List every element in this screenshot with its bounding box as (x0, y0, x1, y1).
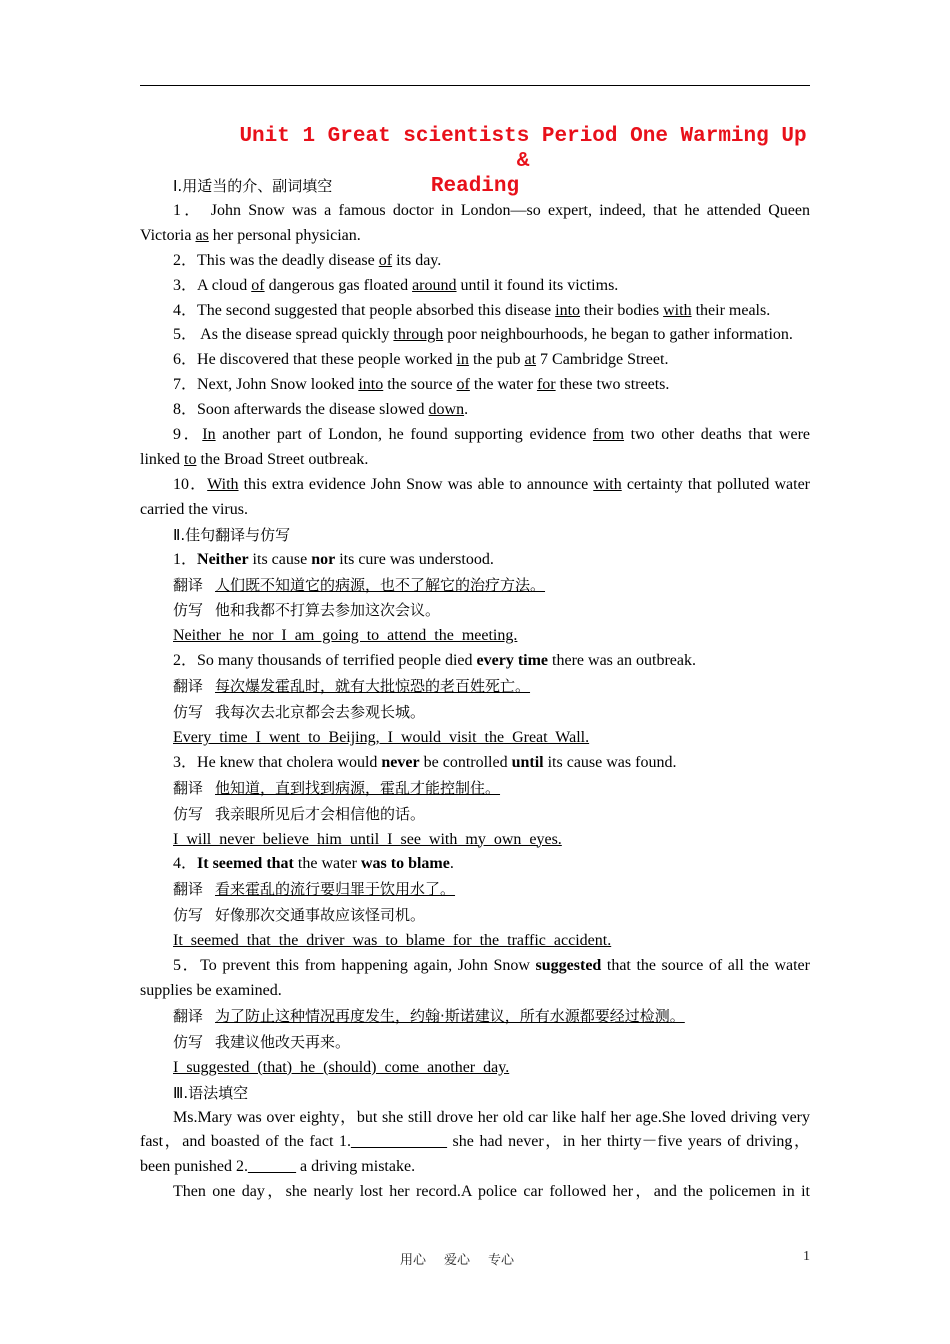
translation-2: 翻译 每次爆发霍乱时，就有大批惊恐的老百姓死亡。 (173, 677, 531, 696)
imitation-3: 仿写 我亲眼所见后才会相信他的话。 (173, 804, 426, 823)
sentence-5: 5．To prevent this from happening again, John Snow suggested that the source of all the water supplies be examined. (140, 957, 810, 999)
footer-motto: 用心 爱心 专心 (400, 1253, 515, 1268)
exercise-item-4: 4．The second suggested that people absorbed this disease into their bodies with their meals. (173, 301, 771, 319)
exercise-item-3: 3．A cloud of dangerous gas floated around until it found its victims. (173, 276, 619, 294)
sentence-3: 3．He knew that cholera would never be controlled until its cause was found. (173, 753, 677, 771)
exercise-item-7: 7．Next, John Snow looked into the source of the water for these two streets. (173, 376, 670, 394)
translation-3: 翻译 他知道，直到找到病源，霍乱才能控制住。 (173, 778, 501, 797)
answer-3: I will never believe him until I see with my own eyes. (173, 830, 562, 848)
section-heading-3: Ⅲ.语法填空 (173, 1083, 249, 1102)
title-line-2: Reading (430, 175, 520, 198)
answer-4: It seemed that the driver was to blame for the traffic accident. (173, 932, 612, 950)
exercise-item-5: 5． As the disease spread quickly through poor neighbourhoods, he began to gather information. (173, 326, 793, 344)
cloze-blank-2: ______ (247, 1158, 296, 1176)
exercise-item-8: 8．Soon afterwards the disease slowed down. (173, 401, 469, 419)
page-number: 1 (803, 1249, 810, 1264)
section-heading-1: Ⅰ.用适当的介、副词填空 (173, 177, 333, 195)
section-heading-2: Ⅱ.佳句翻译与仿写 (173, 525, 291, 544)
exercise-item-1: 1． John Snow was a famous doctor in London—so expert, indeed, that he attended Queen Victoria as her personal physician. (140, 201, 810, 244)
cloze-blank-1: ____________ (350, 1133, 447, 1151)
imitation-5: 仿写 我建议他改天再来。 (173, 1032, 351, 1051)
answer-2: Every time I went to Beijing, I would visit the Great Wall. (173, 728, 590, 746)
header-rule (140, 85, 810, 86)
translation-5: 翻译 为了防止这种情况再度发生，约翰·斯诺建议，所有水源都要经过检测。 (173, 1006, 685, 1025)
imitation-1: 仿写 他和我都不打算去参加这次会议。 (173, 601, 441, 620)
cloze-paragraph-1: Ms.Mary was over eighty，but she still drove her old car like half her age.She loved driving very fast，and boasted of the fact 1.____________ she had never，in her thirty－five years of driving，been punished 2.______ a driving mistake. (140, 1108, 810, 1176)
imitation-2: 仿写 我每次去北京都会去参观长城。 (173, 703, 426, 722)
document-body (140, 174, 810, 1205)
sentence-2: 2．So many thousands of terrified people died every time there was an outbreak. (173, 652, 696, 670)
exercise-item-2: 2．This was the deadly disease of its day. (173, 251, 442, 269)
answer-5: I suggested (that) he (should) come another day. (173, 1058, 510, 1076)
cloze-paragraph-2: Then one day，she nearly lost her record.A police car followed her，and the policemen in it (173, 1183, 810, 1201)
translation-4: 翻译 看来霍乱的流行要归罪于饮用水了。 (173, 880, 456, 899)
exercise-item-6: 6．He discovered that these people worked in the pub at 7 Cambridge Street. (173, 351, 669, 369)
exercise-item-10: 10．With this extra evidence John Snow was able to announce with certainty that polluted water carried the virus. (140, 475, 810, 518)
sentence-4: 4．It seemed that the water was to blame. (173, 855, 454, 873)
imitation-4: 仿写 好像那次交通事故应该怪司机。 (173, 906, 426, 925)
title-line-1: Unit 1 Great scientists Period One Warming Up & (239, 125, 807, 173)
answer-1: Neither he nor I am going to attend the meeting. (173, 627, 518, 645)
sentence-1: 1．Neither its cause nor its cure was understood. (173, 550, 494, 568)
translation-1: 翻译 人们既不知道它的病源，也不了解它的治疗方法。 (173, 575, 546, 594)
exercise-item-9: 9．In another part of London, he found supporting evidence from two other deaths that were linked to the Broad Street outbreak. (140, 426, 810, 468)
